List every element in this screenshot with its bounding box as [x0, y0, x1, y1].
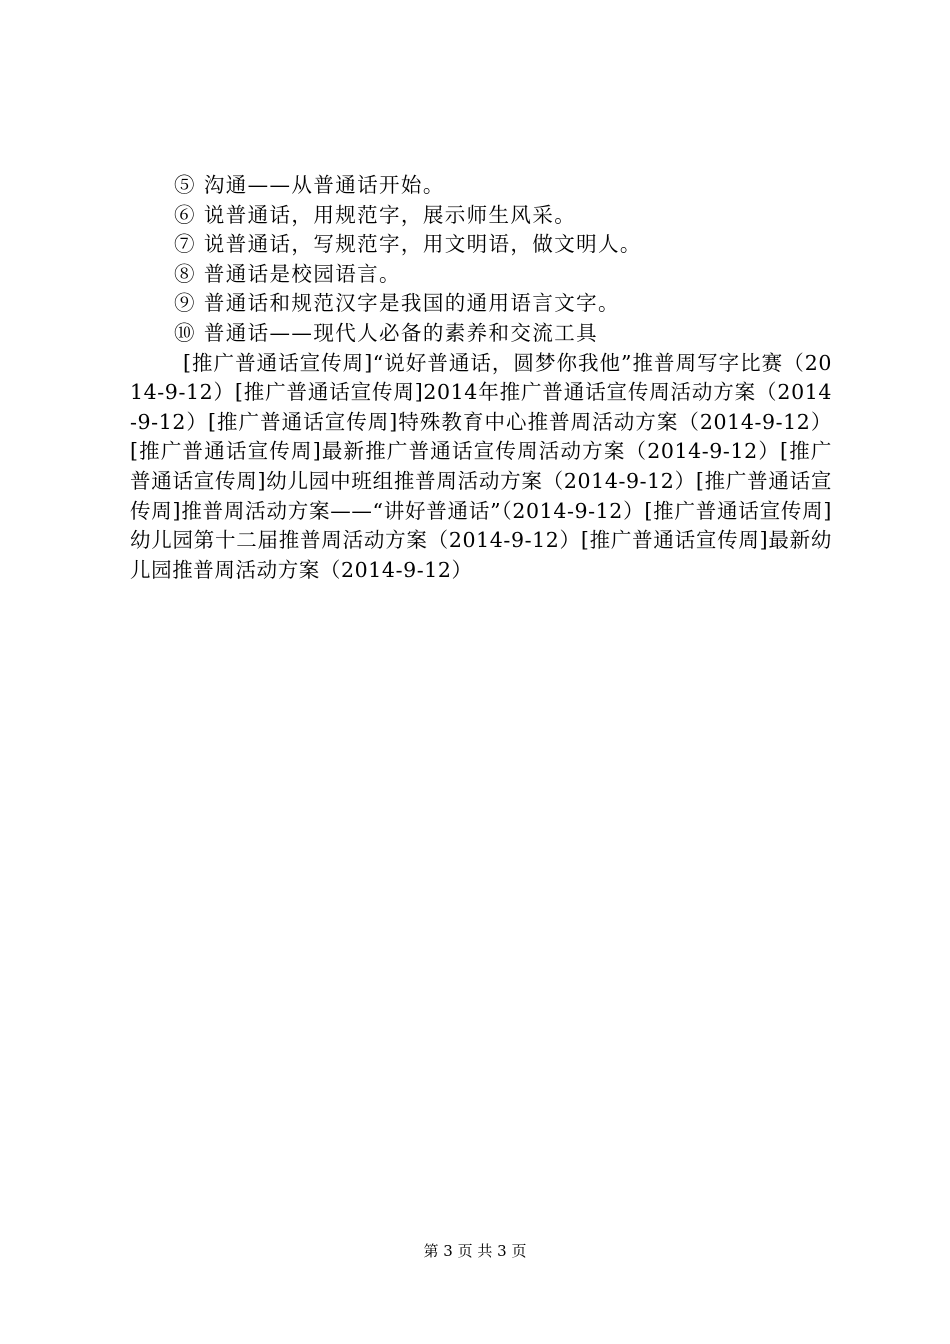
slogan-item-10: ⑩ 普通话——现代人必备的素养和交流工具: [174, 320, 599, 345]
slogan-item-6: ⑥ 说普通话，用规范字，展示师生风采。: [174, 202, 577, 227]
slogan-item-5: ⑤ 沟通——从普通话开始。: [174, 173, 445, 197]
slogan-item-9: ⑨ 普通话和规范汉字是我国的通用语言文字。: [174, 291, 620, 316]
page-number-footer: 第 3 页 共 3 页: [423, 1242, 527, 1260]
document-body: [130, 171, 832, 585]
slogan-item-7: ⑦ 说普通话，写规范字，用文明语，做文明人。: [174, 232, 642, 257]
slogan-item-8: ⑧ 普通话是校园语言。: [174, 261, 401, 286]
related-articles-paragraph: [推广普通话宣传周]“说好普通话，圆梦你我他”推普周写字比赛（2014-9-12）[推广普通话宣传周]2014年推广普通话宣传周活动方案（2014-9-12）[推广普通话宣传周]特殊教育中心推普周活动方案（2014-9-12）[推广普通话宣传周]最新推广普通话宣传周活动方案（2014-9-12）[推广普通话宣传周]幼儿园中班组推普周活动方案（2014-9-12）[推广普通话宣传周]推普周活动方案——“讲好普通话”（2014-9-12）[推广普通话宣传周]幼儿园第十二届推普周活动方案（2014-9-12）[推广普通话宣传周]最新幼儿园推普周活动方案（2014-9-12）: [130, 350, 832, 582]
